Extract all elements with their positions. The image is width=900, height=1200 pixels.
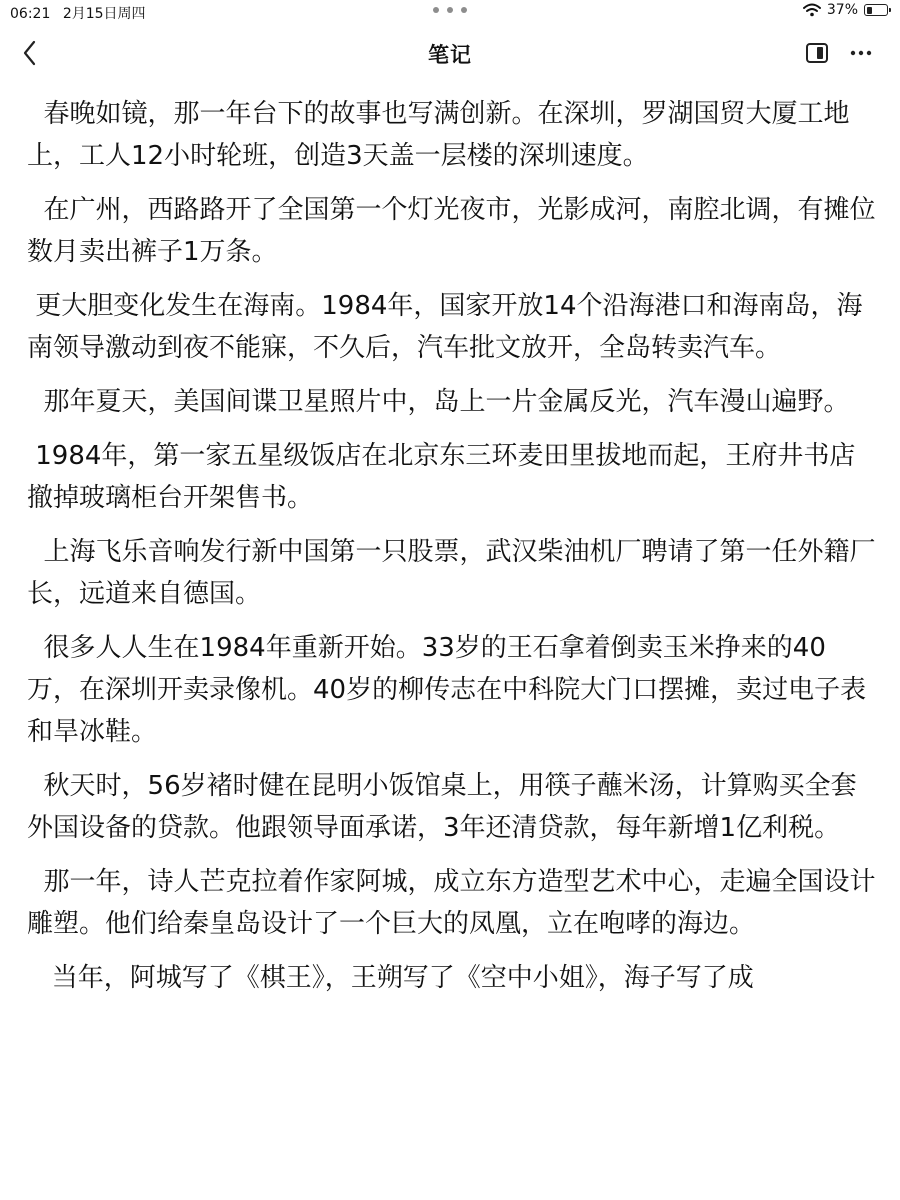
status-bar [0, 0, 900, 24]
page-title: 笔记 [428, 43, 472, 67]
note-body [27, 93, 877, 1011]
paragraph: 当年，阿城写了《棋王》，王朔写了《空中小姐》，海子写了成 [27, 963, 754, 993]
status-date: 2月15日周四 [62, 6, 146, 22]
reader-mode-button[interactable] [804, 40, 830, 66]
wifi-icon [803, 3, 821, 17]
more-button[interactable] [846, 40, 876, 66]
paragraph: 很多人人生在1984年重新开始。33岁的王石拿着倒卖玉米挣来的40万，在深圳开卖录像机。40岁的柳传志在中科院大门口摆摊，卖过电子表和旱冰鞋。 [27, 633, 867, 747]
paragraph: 那一年，诗人芒克拉着作家阿城，成立东方造型艺术中心，走遍全国设计雕塑。他们给秦皇岛设计了一个巨大的凤凰，立在咆哮的海边。 [27, 867, 876, 939]
paragraph: 更大胆变化发生在海南。1984年，国家开放14个沿海港口和海南岛，海南领导激动到夜不能寐，不久后，汽车批文放开，全岛转卖汽车。 [27, 291, 863, 363]
paragraph: 秋天时，56岁褚时健在昆明小饭馆桌上，用筷子蘸米汤，计算购买全套外国设备的贷款。他跟领导面承诺，3年还清贷款，每年新增1亿利税。 [27, 771, 857, 843]
paragraph: 上海飞乐音响发行新中国第一只股票，武汉柴油机厂聘请了第一任外籍厂长，远道来自德国。 [27, 537, 876, 609]
paragraph: 那年夏天，美国间谍卫星照片中，岛上一片金属反光，汽车漫山遍野。 [27, 387, 850, 417]
multitask-dots-icon[interactable] [433, 5, 467, 15]
status-time: 06:21 [10, 6, 51, 22]
navigation-bar [0, 28, 900, 78]
paragraph: 1984年，第一家五星级饭店在北京东三环麦田里拔地而起，王府井书店撤掉玻璃柜台开架售书。 [27, 441, 856, 513]
status-right [803, 2, 888, 18]
paragraph: 春晚如镜，那一年台下的故事也写满创新。在深圳，罗湖国贸大厦工地上，工人12小时轮班，创造3天盖一层楼的深圳速度。 [27, 99, 850, 171]
paragraph: 在广州，西路路开了全国第一个灯光夜市，光影成河，南腔北调，有摊位数月卖出裤子1万条。 [27, 195, 876, 267]
battery-icon [864, 4, 888, 16]
more-dots-icon [846, 40, 876, 66]
reader-mode-icon [804, 40, 830, 66]
battery-percentage: 37% [826, 2, 858, 18]
status-left [10, 3, 154, 23]
